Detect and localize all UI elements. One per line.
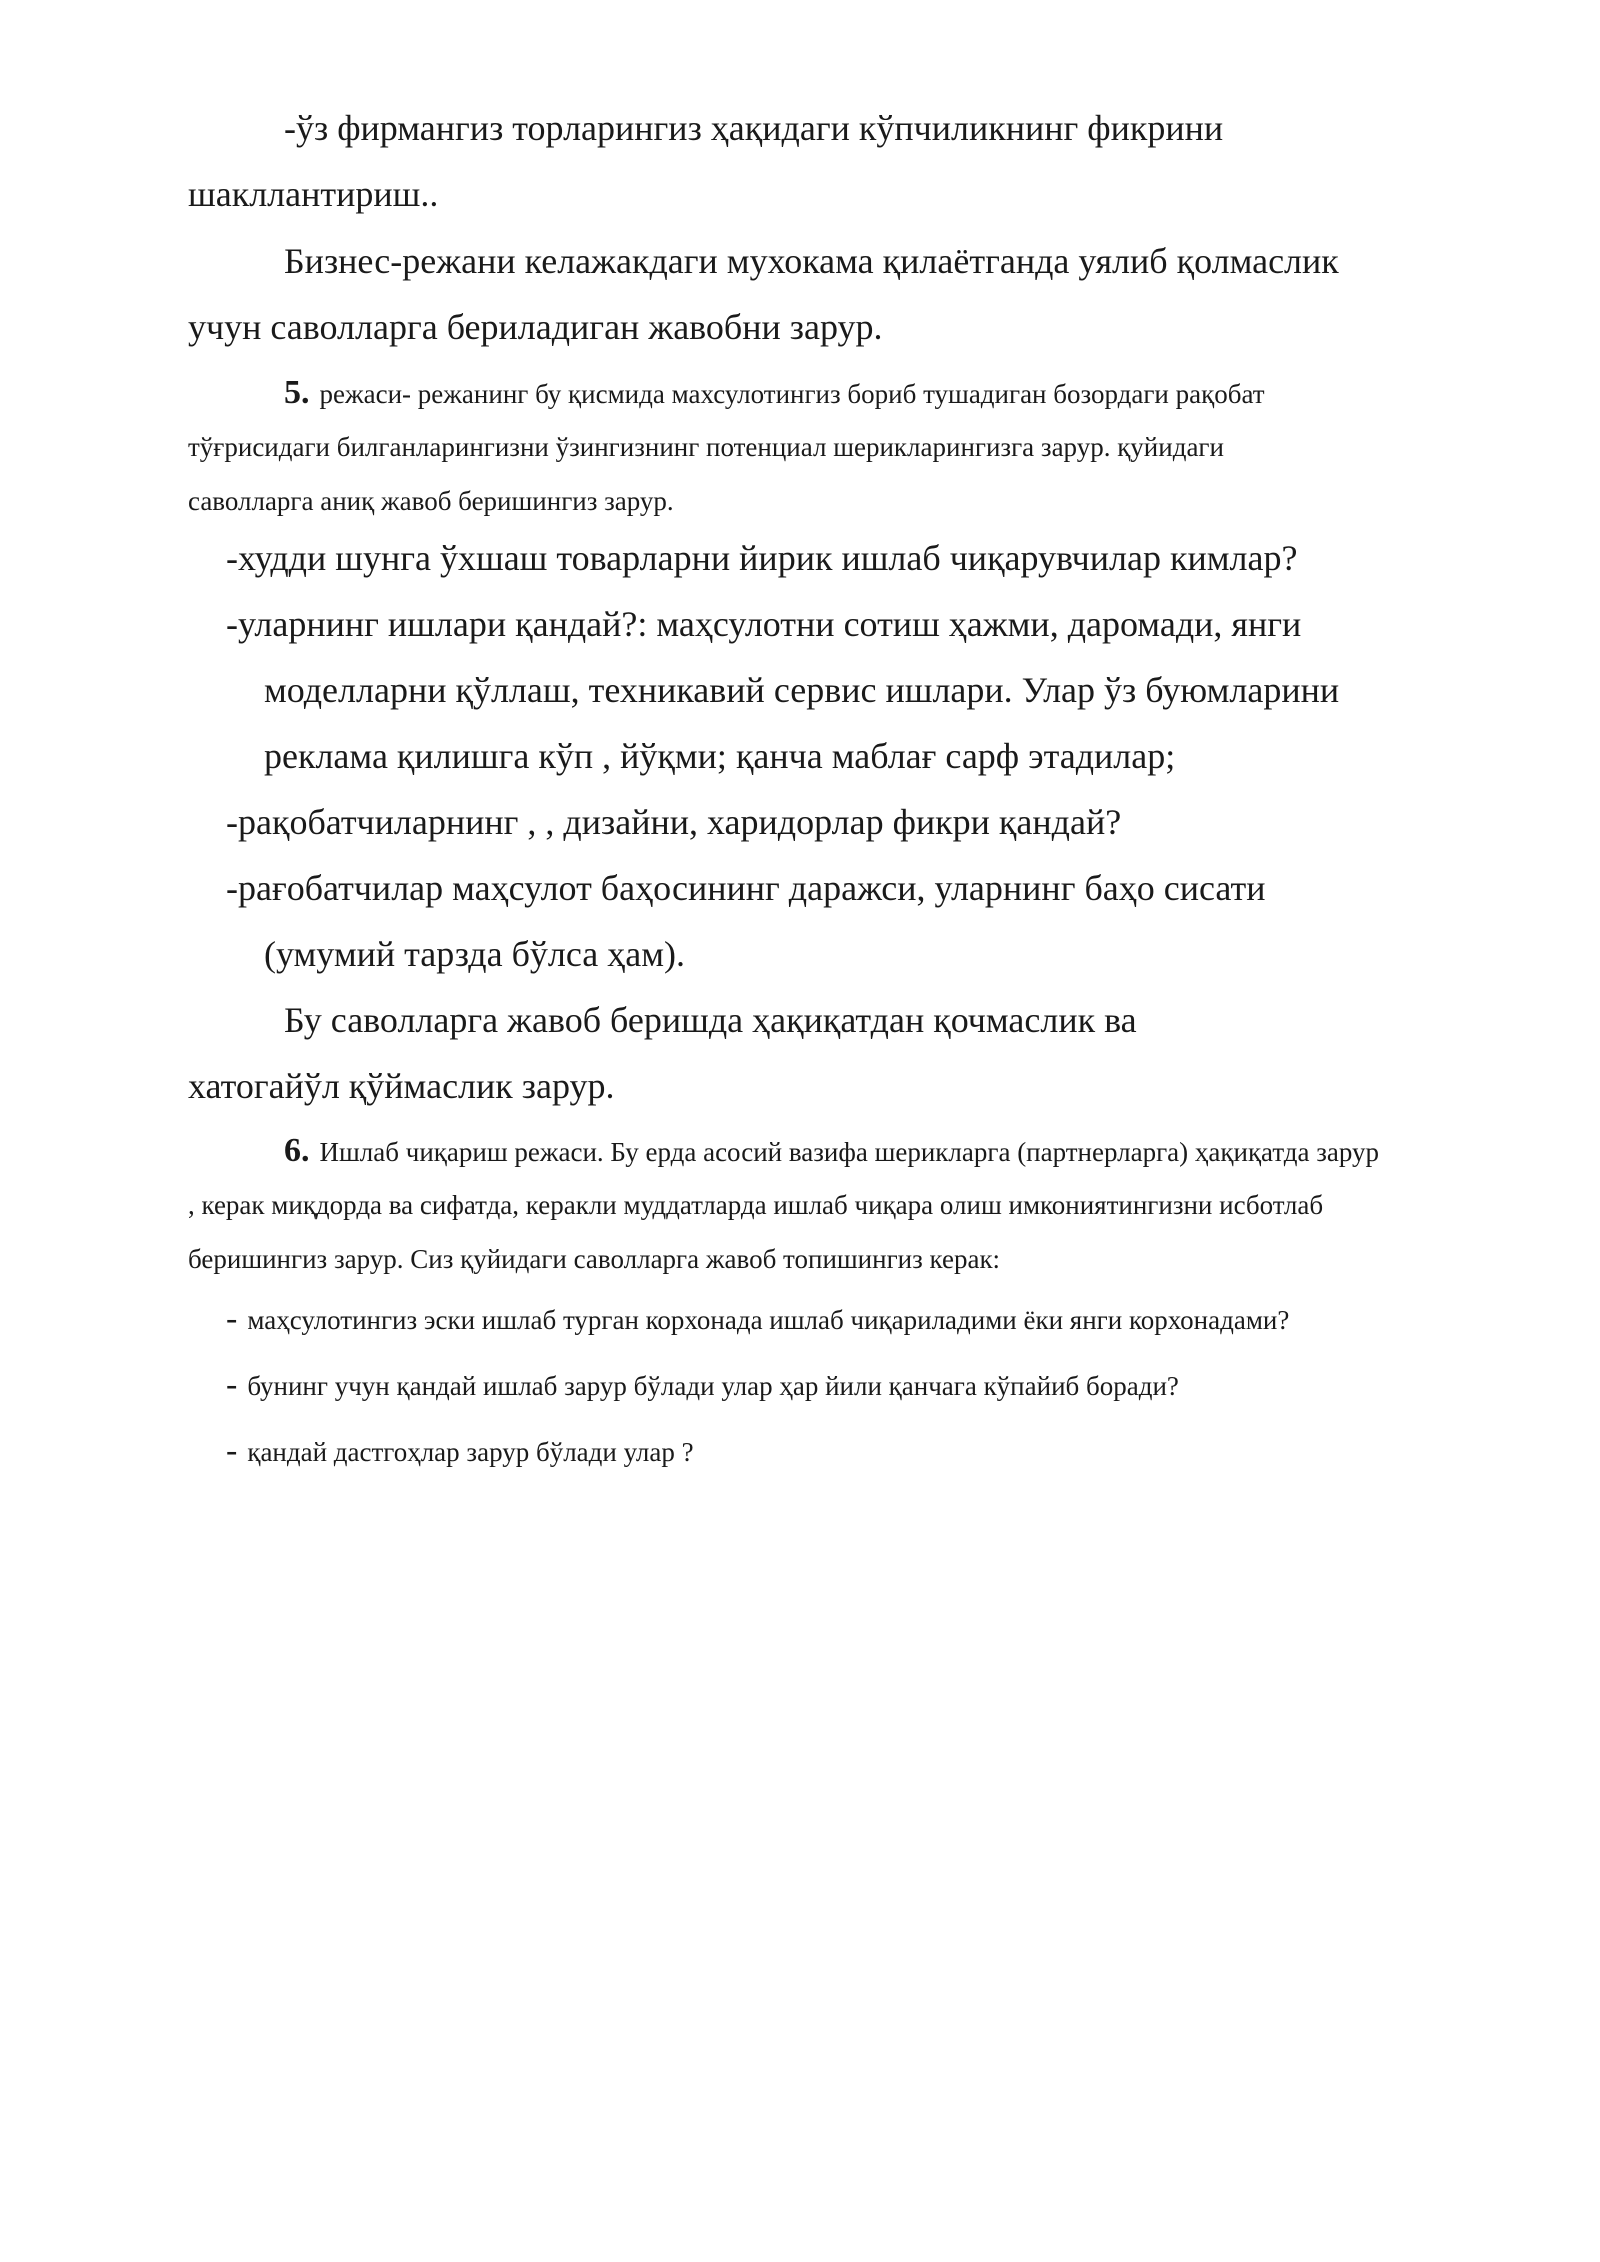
section-5-item-2: -уларнинг ишлари қандай?: маҳсулотни сотиш ҳажми, даромади, янги	[226, 604, 1302, 644]
section-5-closing-line-1: Бу саволларга жавоб беришда ҳақиқатдан қочмаслик ва	[284, 1000, 1137, 1040]
intro-line-2: шакллантириш..	[188, 174, 439, 214]
section-6-bullet-2	[226, 1368, 1179, 1402]
section-6-number: 6.	[284, 1132, 310, 1169]
section-5-item-1: -худди шунга ўхшаш товарларни йирик ишлаб чиқарувчилар кимлар?	[226, 538, 1298, 578]
section-5-line-1: режаси- режанинг бу қисмида махсулотингиз бориб тушадиган бозордаги рақобат	[319, 379, 1265, 409]
section-5-line-2: тўғрисидаги билганларингизни ўзингизнинг потенциал шерикларингизга зарур. қуйидаги	[188, 432, 1224, 462]
intro-line-1: -ўз фирмангиз торларингиз ҳақидаги кўпчиликнинг фикрини	[284, 108, 1224, 148]
bullet-text: бунинг учун қандай ишлаб зарур бўлади улар ҳар йили қанчага кўпайиб боради?	[247, 1371, 1179, 1401]
business-paragraph-line-2: учун саволларга бериладиган жавобни зарур.	[188, 307, 883, 347]
section-6-line-1: Ишлаб чиқариш режаси. Бу ерда асосий вазифа шерикларга (партнерларга) ҳақиқатда зарур	[319, 1137, 1380, 1167]
section-6-bullet-1	[226, 1302, 1289, 1336]
bullet-dash: -	[226, 1432, 238, 1469]
section-5-line-3: саволларга аниқ жавоб беришингиз зарур.	[188, 486, 674, 516]
section-6-line-2: , керак миқдорда ва сифатда, керакли муддатларда ишлаб чиқара олиш имкониятингизни исботлаб	[188, 1190, 1324, 1220]
section-5-item-2-cont-1: моделларни қўллаш, техникавий сервис ишлари. Улар ўз буюмларини	[264, 670, 1340, 710]
section-5-item-2-cont-2: реклама қилишга кўп , йўқми; қанча маблағ сарф этадилар;	[264, 736, 1176, 776]
bullet-dash: -	[226, 1366, 238, 1403]
business-paragraph-line-1: Бизнес-режани келажакдаги мухокама қилаётганда уялиб қолмаслик	[284, 241, 1339, 281]
section-5-heading-line	[284, 376, 1265, 410]
bullet-text: маҳсулотингиз эски ишлаб турган корхонада ишлаб чиқариладими ёки янги корхонадами?	[247, 1305, 1290, 1335]
section-6-line-3: беришингиз зарур. Сиз қуйидаги саволларга жавоб топишингиз керак:	[188, 1244, 1001, 1274]
section-5-number: 5.	[284, 374, 310, 411]
section-6-heading-line	[284, 1134, 1379, 1168]
section-5-item-3: -рақобатчиларнинг , , дизайни, харидорлар фикри қандай?	[226, 802, 1122, 842]
bullet-text: қандай дастгоҳлар зарур бўлади улар ?	[247, 1437, 694, 1467]
section-5-closing-line-2: хатогайўл қўймаслик зарур.	[188, 1066, 615, 1106]
section-6-bullet-3	[226, 1434, 694, 1468]
section-5-item-4: -рағобатчилар маҳсулот баҳосининг даражси, уларнинг баҳо сисати	[226, 868, 1266, 908]
section-5-item-4-cont: (умумий тарзда бўлса ҳам).	[264, 934, 686, 974]
bullet-dash: -	[226, 1300, 238, 1337]
